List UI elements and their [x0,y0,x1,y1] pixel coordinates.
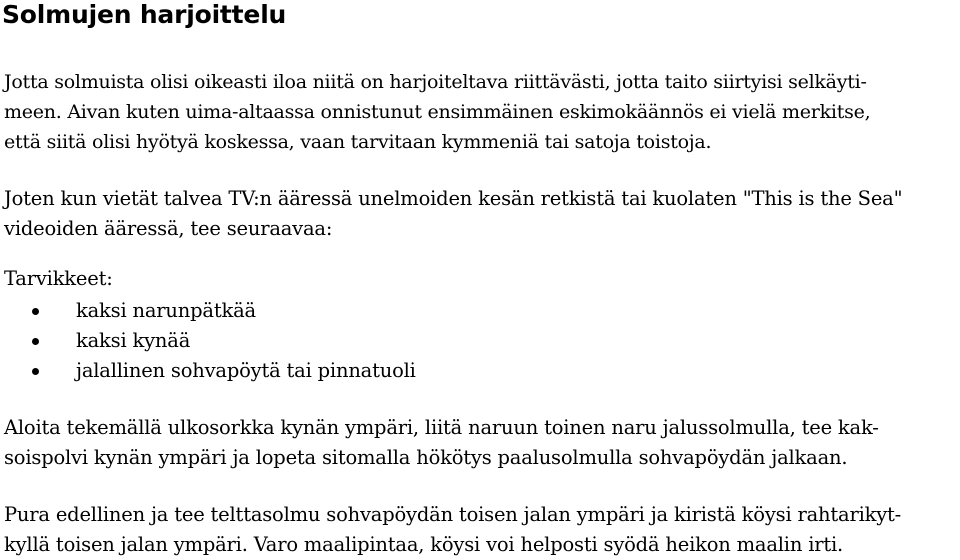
list-item [4,356,416,386]
supplies-list [4,296,416,386]
instructions-intro-paragraph [4,184,902,244]
instructions-intro-line: Joten kun vietät talvea TV:n ääressä unelmoiden kesän retkistä tai kuolaten "This is the Sea" [4,187,903,210]
list-item [4,296,416,326]
list-item-text: kaksi kynää [76,329,191,352]
step-one-line: Aloita tekemällä ulkosorkka kynän ympäri, liitä naruun toinen naru jalussolmulla, tee kak- [4,416,879,439]
intro-line: Jotta solmuista olisi oikeasti iloa niitä on harjoiteltava riittävästi, jotta taito siirtyisi selkäyti- [4,71,867,93]
step-two-line: kyllä toisen jalan ympäri. Varo maalipintaa, köysi voi helposti syödä heikon maalin irti. [4,533,844,556]
intro-paragraph [4,67,870,157]
supplies-label [4,264,113,294]
supplies-label-text: Tarvikkeet: [4,267,113,290]
instructions-intro-line: videoiden ääressä, tee seuraavaa: [4,217,333,240]
step-one-line: soispolvi kynän ympäri ja lopeta sitomalla hökötys paalusolmulla sohvapöydän jalkaan. [4,446,848,469]
list-item-text: jalallinen sohvapöytä tai pinnatuoli [76,359,416,382]
step-two-line: Pura edellinen ja tee telttasolmu sohvapöydän toisen jalan ympäri ja kiristä köysi rahtarikyt- [4,503,902,526]
step-one-paragraph [4,413,879,473]
list-item-text: kaksi narunpätkää [76,299,256,322]
bullet-icon [32,338,39,345]
page-title: Solmujen harjoittelu [2,0,287,29]
step-two-paragraph [4,500,901,560]
bullet-icon [32,368,39,375]
intro-line: meen. Aivan kuten uima-altaassa onnistunut ensimmäinen eskimokäännös ei vielä merkitse, [4,101,871,123]
list-item [4,326,416,356]
intro-line: että siitä olisi hyötyä koskessa, vaan tarvitaan kymmeniä tai satoja toistoja. [4,131,712,153]
bullet-icon [32,308,39,315]
